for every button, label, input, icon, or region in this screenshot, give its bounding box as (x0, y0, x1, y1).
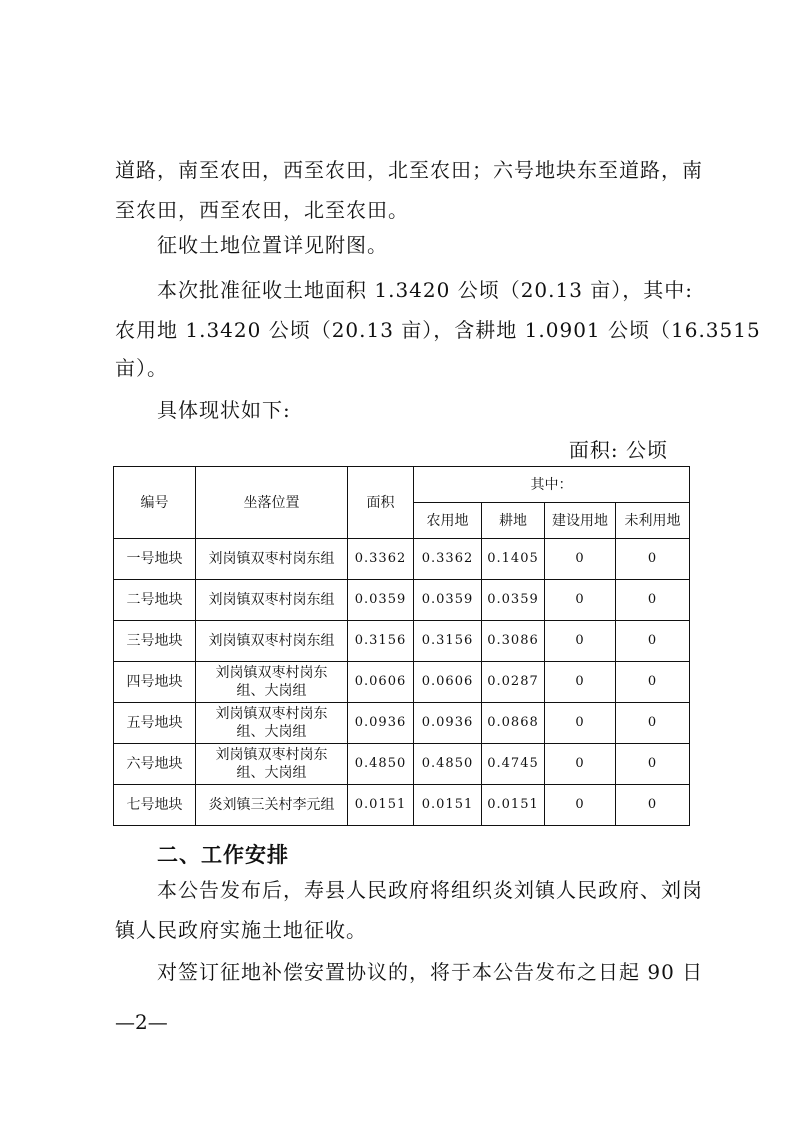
header-agri: 农用地 (414, 503, 482, 539)
table-row (114, 703, 690, 744)
cell-id: 二号地块 (114, 580, 196, 621)
page-number: —2— (115, 1010, 168, 1034)
cell-id: 五号地块 (114, 703, 196, 744)
header-id: 编号 (114, 467, 196, 539)
paragraph-line: 具体现状如下: (157, 398, 291, 422)
cell-unused: 0 (616, 744, 690, 785)
cell-area: 0.3362 (348, 539, 414, 580)
cell-agri: 0.0606 (414, 662, 482, 703)
table-unit-label: 面积: 公顷 (568, 438, 668, 462)
paragraph-line: 本公告发布后，寿县人民政府将组织炎刘镇人民政府、刘岗 (157, 878, 703, 902)
cell-area: 0.0359 (348, 580, 414, 621)
paragraph-line: 亩）。 (115, 356, 168, 380)
paragraph-line: 对签订征地补偿安置协议的，将于本公告发布之日起 90 日 (157, 960, 704, 984)
cell-location (196, 662, 348, 703)
cell-area: 0.3156 (348, 621, 414, 662)
cell-construction: 0 (545, 703, 616, 744)
cell-unused: 0 (616, 703, 690, 744)
location-line-1: 刘岗镇双枣村岗东组 (208, 633, 335, 649)
cell-id: 七号地块 (114, 785, 196, 826)
cell-area: 0.0606 (348, 662, 414, 703)
cell-arable: 0.0359 (482, 580, 545, 621)
cell-construction: 0 (545, 662, 616, 703)
cell-area: 0.0936 (348, 703, 414, 744)
cell-arable: 0.3086 (482, 621, 545, 662)
cell-arable: 0.0151 (482, 785, 545, 826)
cell-unused: 0 (616, 580, 690, 621)
table-row (114, 539, 690, 580)
cell-agri: 0.0936 (414, 703, 482, 744)
location-line-1: 刘岗镇双枣村岗东 (215, 747, 328, 763)
paragraph-line: 道路，南至农田，西至农田，北至农田；六号地块东至道路，南 (115, 158, 703, 182)
header-arable: 耕地 (482, 503, 545, 539)
header-area: 面积 (348, 467, 414, 539)
cell-agri: 0.0359 (414, 580, 482, 621)
cell-id: 四号地块 (114, 662, 196, 703)
cell-construction: 0 (545, 785, 616, 826)
cell-id: 三号地块 (114, 621, 196, 662)
cell-location (196, 703, 348, 744)
cell-agri: 0.0151 (414, 785, 482, 826)
header-among: 其中： (414, 467, 690, 503)
location-line-2: 组、大岗组 (236, 724, 307, 740)
location-line-1: 刘岗镇双枣村岗东组 (208, 592, 335, 608)
cell-arable: 0.1405 (482, 539, 545, 580)
paragraph-line: 征收土地位置详见附图。 (157, 233, 388, 257)
paragraph-line: 本次批准征收土地面积 1.3420 公顷（20.13 亩），其中: (157, 278, 694, 302)
location-line-1: 炎刘镇三关村李元组 (208, 797, 335, 813)
cell-area: 0.0151 (348, 785, 414, 826)
cell-agri: 0.4850 (414, 744, 482, 785)
paragraph-line: 至农田，西至农田，北至农田。 (115, 198, 409, 222)
cell-arable: 0.0287 (482, 662, 545, 703)
table-row (114, 785, 690, 826)
cell-location (196, 580, 348, 621)
cell-construction: 0 (545, 580, 616, 621)
cell-unused: 0 (616, 621, 690, 662)
location-line-1: 刘岗镇双枣村岗东 (215, 706, 328, 722)
header-location: 坐落位置 (196, 467, 348, 539)
cell-area: 0.4850 (348, 744, 414, 785)
location-line-2: 组、大岗组 (236, 765, 307, 781)
header-construction: 建设用地 (545, 503, 616, 539)
table-row (114, 662, 690, 703)
paragraph-line: 农用地 1.3420 公顷（20.13 亩），含耕地 1.0901 公顷（16.3515 (115, 318, 761, 342)
cell-arable: 0.0868 (482, 703, 545, 744)
cell-id: 一号地块 (114, 539, 196, 580)
cell-arable: 0.4745 (482, 744, 545, 785)
cell-agri: 0.3156 (414, 621, 482, 662)
table-row (114, 744, 690, 785)
cell-construction: 0 (545, 621, 616, 662)
paragraph-line: 镇人民政府实施土地征收。 (115, 918, 367, 942)
location-line-2: 组、大岗组 (236, 683, 307, 699)
table-row (114, 621, 690, 662)
cell-location (196, 744, 348, 785)
cell-agri: 0.3362 (414, 539, 482, 580)
cell-unused: 0 (616, 662, 690, 703)
table-row (114, 580, 690, 621)
cell-construction: 0 (545, 539, 616, 580)
cell-unused: 0 (616, 785, 690, 826)
cell-location (196, 621, 348, 662)
header-unused: 未利用地 (616, 503, 690, 539)
land-status-table (113, 466, 690, 826)
location-line-1: 刘岗镇双枣村岗东组 (208, 551, 335, 567)
cell-id: 六号地块 (114, 744, 196, 785)
cell-construction: 0 (545, 744, 616, 785)
cell-unused: 0 (616, 539, 690, 580)
section-heading: 二、工作安排 (157, 843, 289, 867)
location-line-1: 刘岗镇双枣村岗东 (215, 665, 328, 681)
cell-location (196, 785, 348, 826)
cell-location (196, 539, 348, 580)
